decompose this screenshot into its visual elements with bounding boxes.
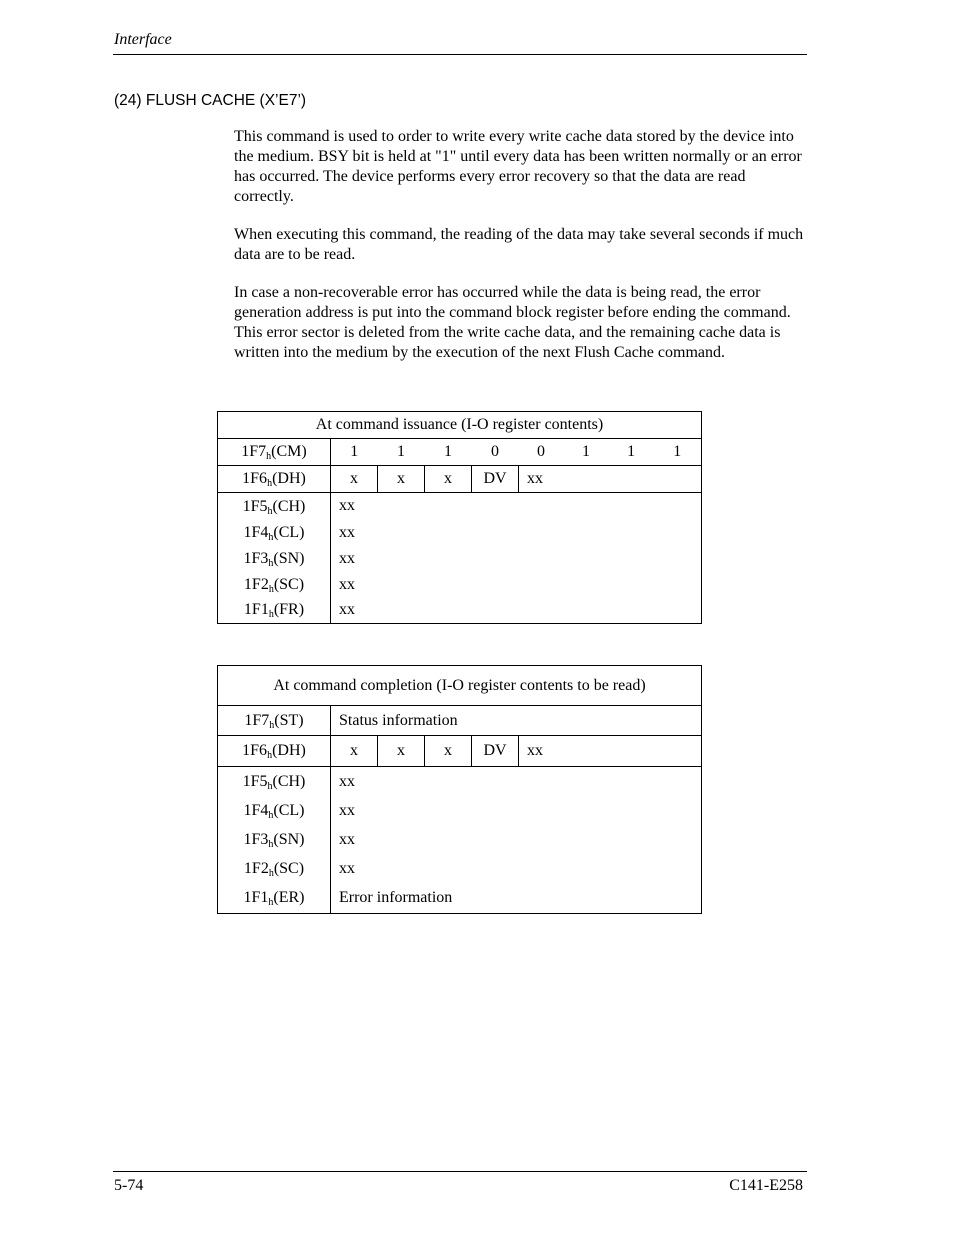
- register-value: Status information: [331, 706, 702, 736]
- bit-value: 1: [331, 439, 378, 466]
- bit-value: x: [378, 466, 425, 493]
- bit-value: x: [425, 466, 472, 493]
- register-value: xx: [519, 466, 702, 493]
- header-rule: [113, 54, 807, 55]
- paragraph: This command is used to order to write every write cache data stored by the device into the medium. BSY bit is held at "1" until every data has been written normally or an error has occurred. The device performs every error recovery so that the data are read correctly.: [234, 128, 802, 205]
- register-value: xx: [331, 855, 702, 884]
- register-value: xx: [331, 520, 702, 546]
- bit-value: DV: [472, 736, 519, 767]
- register-name: $1F5_h(CH)$: [218, 767, 331, 797]
- register-value: xx: [331, 572, 702, 598]
- bit-value: DV: [472, 466, 519, 493]
- paragraph: In case a non-recoverable error has occurred while the data is being read, the error generation address is put into the command block register before ending the command. This error sector is deleted from the write cache data, and the remaining cache data is written into the medium by the execution of the next Flush Cache command.: [234, 284, 791, 361]
- bit-value: 1: [654, 439, 702, 466]
- bit-value: 0: [519, 439, 564, 466]
- register-value: xx: [331, 826, 702, 855]
- register-name: $1F3_h(SN)$: [218, 826, 331, 855]
- register-name: $1F4_h(CL)$: [218, 520, 331, 546]
- section-heading: (24) FLUSH CACHE (X’E7’): [114, 92, 307, 109]
- register-name: $1F7_h(ST)$: [218, 706, 331, 736]
- bit-value: 1: [378, 439, 425, 466]
- register-name: $1F2_h(SC)$: [218, 572, 331, 598]
- running-header: Interface: [114, 31, 172, 48]
- bit-value: 0: [472, 439, 519, 466]
- register-value: Error information: [331, 884, 702, 914]
- register-value: xx: [331, 546, 702, 572]
- bit-value: x: [425, 736, 472, 767]
- register-name: $1F2_h(SC)$: [218, 855, 331, 884]
- register-value: xx: [331, 797, 702, 826]
- bit-value: x: [331, 736, 378, 767]
- register-value: xx: [331, 493, 702, 520]
- bit-value: 1: [425, 439, 472, 466]
- register-name: $1F3_h(SN)$: [218, 546, 331, 572]
- paragraph: When executing this command, the reading of the data may take several seconds if much data are to be read.: [234, 226, 804, 263]
- issuance-register-table: [217, 411, 702, 624]
- page-number: 5-74: [114, 1177, 144, 1194]
- register-name: $1F4_h(CL)$: [218, 797, 331, 826]
- register-name: $1F5_h(CH)$: [218, 493, 331, 520]
- bit-value: x: [331, 466, 378, 493]
- bit-value: 1: [609, 439, 654, 466]
- register-name: $1F6_h(DH)$: [218, 466, 331, 493]
- register-value: xx: [331, 598, 702, 624]
- body-text: [234, 127, 809, 381]
- table-caption: At command issuance (I-O register contents): [218, 412, 702, 439]
- register-value: xx: [331, 767, 702, 797]
- completion-register-table: [217, 665, 702, 914]
- register-name: $1F7_h(CM)$: [218, 439, 331, 466]
- bit-value: 1: [564, 439, 609, 466]
- register-name: $1F1_h(ER)$: [218, 884, 331, 914]
- register-name: $1F1_h(FR)$: [218, 598, 331, 624]
- document-code: C141-E258: [729, 1177, 803, 1194]
- footer-rule: [113, 1171, 807, 1172]
- bit-value: x: [378, 736, 425, 767]
- register-value: xx: [519, 736, 702, 767]
- table-caption: At command completion (I-O register contents to be read): [218, 666, 702, 706]
- register-name: $1F6_h(DH)$: [218, 736, 331, 767]
